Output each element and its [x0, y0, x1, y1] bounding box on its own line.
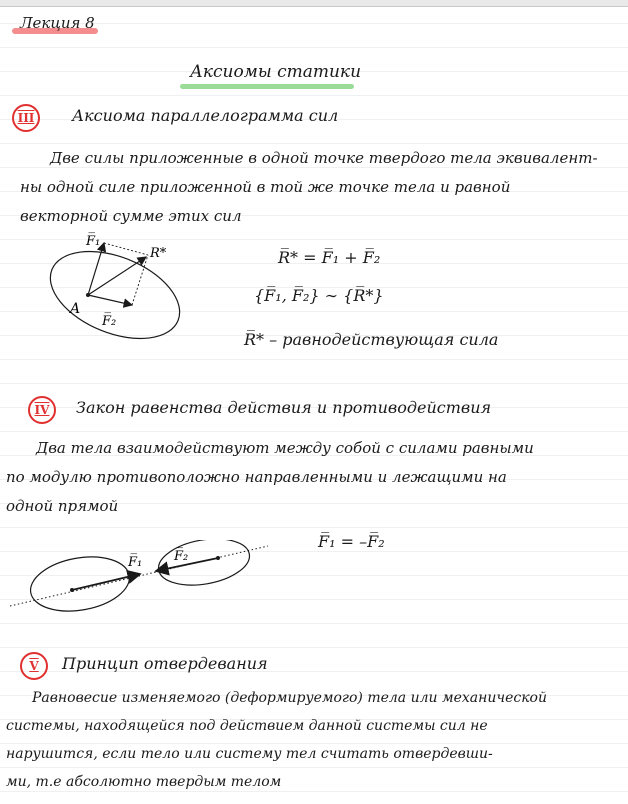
body-1-ellipse: [26, 550, 134, 619]
window-top-edge: [0, 0, 628, 7]
force-f2-arrow: [88, 295, 132, 305]
label-f1: F̅₁: [86, 234, 101, 249]
axiom-3-line-1: Две силы приложенные в одной точке твердого тела эквивалент-: [50, 149, 598, 167]
force-f1-arrow-2: [72, 574, 140, 590]
axiom-4-line-3: одной прямой: [6, 497, 119, 515]
axiom-3-text: [20, 144, 620, 231]
axiom-3-line-3: векторной сумме этих сил: [20, 207, 242, 225]
axiom-3-title: Аксиома параллелограмма сил: [72, 106, 339, 125]
formula-action-reaction: F̅₁ = –F̅₂: [318, 532, 385, 551]
action-reaction-diagram: [6, 540, 276, 620]
axiom-3-number: III: [12, 104, 40, 132]
force-f1-arrow: [88, 243, 104, 295]
axiom-5-number: V: [20, 652, 48, 680]
label-a: A: [70, 301, 81, 317]
formula-resultant-sum: R̅* = F̅₁ + F̅₂: [278, 248, 381, 267]
axiom-4-number: IV: [28, 396, 56, 424]
lecture-title: Лекция 8: [20, 14, 95, 32]
axiom-3-line-2: ны одной силе приложенной в той же точке тела и равной: [20, 178, 511, 196]
formula-resultant-definition: R̅* – равнодействующая сила: [244, 330, 499, 349]
heading-green-highlight: [180, 84, 354, 89]
axiom-5-line-4: ми, т.е абсолютно твердым телом: [6, 774, 282, 790]
label-f2-2: F̅₂: [174, 549, 189, 564]
parallelogram-side-top: [104, 243, 148, 255]
axiom-4-line-1: Два тела взаимодействуют между собой с силами равными: [36, 439, 534, 457]
axiom-5-title: Принцип отвердевания: [62, 654, 268, 673]
axiom-4-title: Закон равенства действия и противодействия: [76, 398, 492, 417]
point-a: [86, 293, 90, 297]
axiom-5-line-2: системы, находящейся под действием данной системы сил не: [6, 718, 488, 734]
axiom-5-text: [6, 684, 624, 796]
axiom-4-text: [6, 434, 618, 521]
axiom-5-line-1: Равновесие изменяемого (деформируемого) тела или механической: [32, 690, 547, 706]
body-2-ellipse: [155, 540, 253, 592]
section-heading: Аксиомы статики: [190, 62, 362, 82]
axiom-5-line-3: нарушится, если тело или систему тел считать отвердевши-: [6, 746, 493, 762]
label-f2: F̅₂: [102, 314, 117, 329]
axiom-4-line-2: по модулю противоположно направленными и лежащими на: [6, 468, 507, 486]
label-f1-2: F̅₁: [128, 555, 143, 570]
label-r: R*: [150, 246, 167, 261]
formula-equivalence: {F̅₁, F̅₂} ∼ {R̅*}: [254, 286, 384, 305]
parallelogram-diagram: [20, 225, 220, 345]
